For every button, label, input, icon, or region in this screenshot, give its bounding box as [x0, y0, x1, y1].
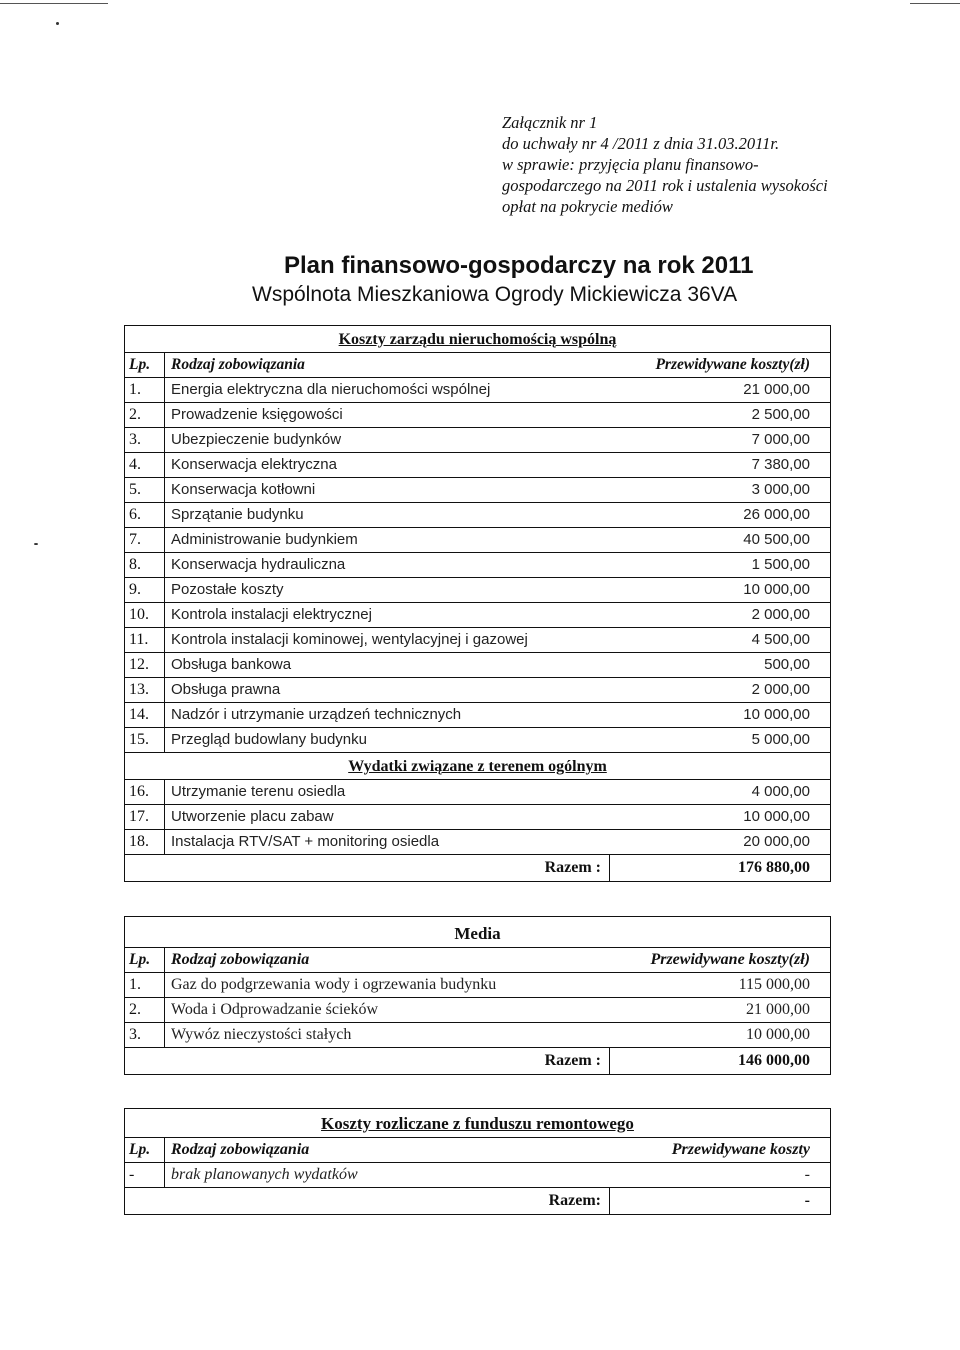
table-row: [125, 830, 830, 854]
row-value: 2 000,00: [751, 681, 810, 698]
row-name: Kontrola instalacji kominowej, wentylacyjnej i gazowej: [171, 631, 528, 648]
row-value: 26 000,00: [743, 506, 810, 523]
row-value: 4 000,00: [751, 783, 810, 800]
row-name: Przegląd budowlany budynku: [171, 731, 367, 748]
table-row: [125, 603, 830, 628]
row-value: 20 000,00: [743, 833, 810, 850]
row-lp: 1.: [125, 973, 165, 997]
row-lp: 9.: [125, 578, 165, 602]
table-row: [125, 780, 830, 805]
table-row: [125, 428, 830, 453]
row-lp: 12.: [125, 653, 165, 677]
col-name-header: Rodzaj zobowiązania: [171, 951, 310, 968]
scan-edge-line: [910, 3, 960, 4]
col-name-header: Rodzaj zobowiązania: [171, 1141, 310, 1158]
row-value: 10 000,00: [746, 1026, 810, 1043]
note-line: Załącznik nr 1: [502, 113, 598, 132]
col-lp-header: Lp.: [125, 353, 165, 377]
row-name: Ubezpieczenie budynków: [171, 431, 342, 448]
table-row: [125, 478, 830, 503]
row-lp: 18.: [125, 830, 165, 854]
row-lp: 13.: [125, 678, 165, 702]
col-value-header: Przewidywane koszty(zł): [650, 951, 810, 968]
table-row: [125, 528, 830, 553]
row-lp: 2.: [125, 403, 165, 427]
total-row: [125, 1047, 830, 1074]
row-name: Sprzątanie budynku: [171, 506, 304, 523]
table-row: [125, 653, 830, 678]
renovation-fund-table: [124, 1108, 831, 1215]
row-value: 500,00: [764, 656, 810, 673]
row-value: 4 500,00: [751, 631, 810, 648]
row-lp: 2.: [125, 998, 165, 1022]
table-row: [125, 628, 830, 653]
total-label: Razem :: [125, 855, 610, 881]
page-subtitle: Wspólnota Mieszkaniowa Ogrody Mickiewicza 36VA: [252, 283, 738, 306]
table-row: [125, 678, 830, 703]
section-title: Koszty zarządu nieruchomością wspólną: [125, 326, 830, 353]
row-name: Administrowanie budynkiem: [171, 531, 358, 548]
row-value: 2 000,00: [751, 606, 810, 623]
row-value: 40 500,00: [743, 531, 810, 548]
note-line: gospodarczego na 2011 rok i ustalenia wysokości: [502, 176, 828, 195]
table-header-row: [125, 1138, 830, 1163]
row-value: 3 000,00: [751, 481, 810, 498]
col-lp-header: Lp.: [125, 948, 165, 972]
total-label: Razem :: [125, 1048, 610, 1074]
table-row: [125, 378, 830, 403]
row-value: 10 000,00: [743, 581, 810, 598]
row-lp: -: [125, 1163, 165, 1187]
table-header-row: [125, 353, 830, 378]
note-line: do uchwały nr 4 /2011 z dnia 31.03.2011r.: [502, 134, 780, 153]
col-value-header: Przewidywane koszty: [671, 1141, 810, 1158]
table-row: [125, 703, 830, 728]
row-name: Konserwacja kotłowni: [171, 481, 316, 498]
row-lp: 10.: [125, 603, 165, 627]
row-lp: 1.: [125, 378, 165, 402]
total-value: -: [804, 1192, 810, 1209]
row-lp: 16.: [125, 780, 165, 804]
row-name: Utrzymanie terenu osiedla: [171, 783, 346, 800]
table-row: [125, 553, 830, 578]
col-lp-header: Lp.: [125, 1138, 165, 1162]
row-value: 21 000,00: [743, 381, 810, 398]
row-name: Gaz do podgrzewania wody i ogrzewania budynku: [171, 976, 497, 993]
row-value: 115 000,00: [738, 976, 810, 993]
row-lp: 3.: [125, 428, 165, 452]
total-row: [125, 854, 830, 881]
table-row: [125, 503, 830, 528]
table-row: [125, 403, 830, 428]
media-table: [124, 916, 831, 1075]
row-value: 21 000,00: [746, 1001, 810, 1018]
row-lp: 3.: [125, 1023, 165, 1047]
total-value: 146 000,00: [738, 1052, 810, 1069]
row-name: Energia elektryczna dla nieruchomości wspólnej: [171, 381, 491, 398]
row-name: Wywóz nieczystości stałych: [171, 1026, 352, 1043]
scan-edge-line: [0, 3, 108, 4]
section-title: Wydatki związane z terenem ogólnym: [125, 752, 830, 780]
row-name: Obsługa prawna: [171, 681, 281, 698]
row-value: 1 500,00: [751, 556, 810, 573]
row-name: Woda i Odprowadzanie ścieków: [171, 1001, 379, 1018]
row-lp: 11.: [125, 628, 165, 652]
table-row: [125, 805, 830, 830]
section-title: Media: [125, 917, 830, 948]
attachment-note: [502, 112, 902, 217]
row-lp: 15.: [125, 728, 165, 752]
note-line: w sprawie: przyjęcia planu finansowo-: [502, 155, 759, 174]
row-lp: 5.: [125, 478, 165, 502]
management-costs-table: [124, 325, 831, 882]
row-lp: 8.: [125, 553, 165, 577]
row-name: Kontrola instalacji elektrycznej: [171, 606, 372, 623]
row-lp: 4.: [125, 453, 165, 477]
total-label: Razem:: [125, 1188, 610, 1214]
row-name: Pozostałe koszty: [171, 581, 284, 598]
row-name: Utworzenie placu zabaw: [171, 808, 334, 825]
row-value: -: [804, 1166, 810, 1183]
row-value: 10 000,00: [743, 706, 810, 723]
table-row: [125, 1163, 830, 1187]
row-name: brak planowanych wydatków: [171, 1166, 358, 1183]
total-value: 176 880,00: [738, 859, 810, 876]
table-row: [125, 453, 830, 478]
row-name: Instalacja RTV/SAT + monitoring osiedla: [171, 833, 440, 850]
scan-speck: [34, 543, 38, 545]
row-name: Obsługa bankowa: [171, 656, 292, 673]
table-row: [125, 578, 830, 603]
table-row: [125, 998, 830, 1023]
row-value: 7 380,00: [751, 456, 810, 473]
col-value-header: Przewidywane koszty(zł): [655, 356, 810, 373]
row-value: 10 000,00: [743, 808, 810, 825]
section-title: Koszty rozliczane z funduszu remontowego: [125, 1109, 830, 1138]
row-value: 7 000,00: [751, 431, 810, 448]
row-value: 5 000,00: [751, 731, 810, 748]
row-lp: 7.: [125, 528, 165, 552]
table-row: [125, 1023, 830, 1047]
table-header-row: [125, 948, 830, 973]
col-name-header: Rodzaj zobowiązania: [171, 356, 305, 373]
total-row: [125, 1187, 830, 1214]
table-row: [125, 728, 830, 752]
note-line: opłat na pokrycie mediów: [502, 197, 673, 216]
row-name: Prowadzenie księgowości: [171, 406, 343, 423]
row-lp: 14.: [125, 703, 165, 727]
row-name: Nadzór i utrzymanie urządzeń technicznych: [171, 706, 462, 723]
row-lp: 6.: [125, 503, 165, 527]
table-row: [125, 973, 830, 998]
row-name: Konserwacja elektryczna: [171, 456, 337, 473]
row-name: Konserwacja hydrauliczna: [171, 556, 346, 573]
row-lp: 17.: [125, 805, 165, 829]
page-title: Plan finansowo-gospodarczy na rok 2011: [284, 252, 754, 279]
scan-speck: [56, 22, 59, 25]
row-value: 2 500,00: [751, 406, 810, 423]
